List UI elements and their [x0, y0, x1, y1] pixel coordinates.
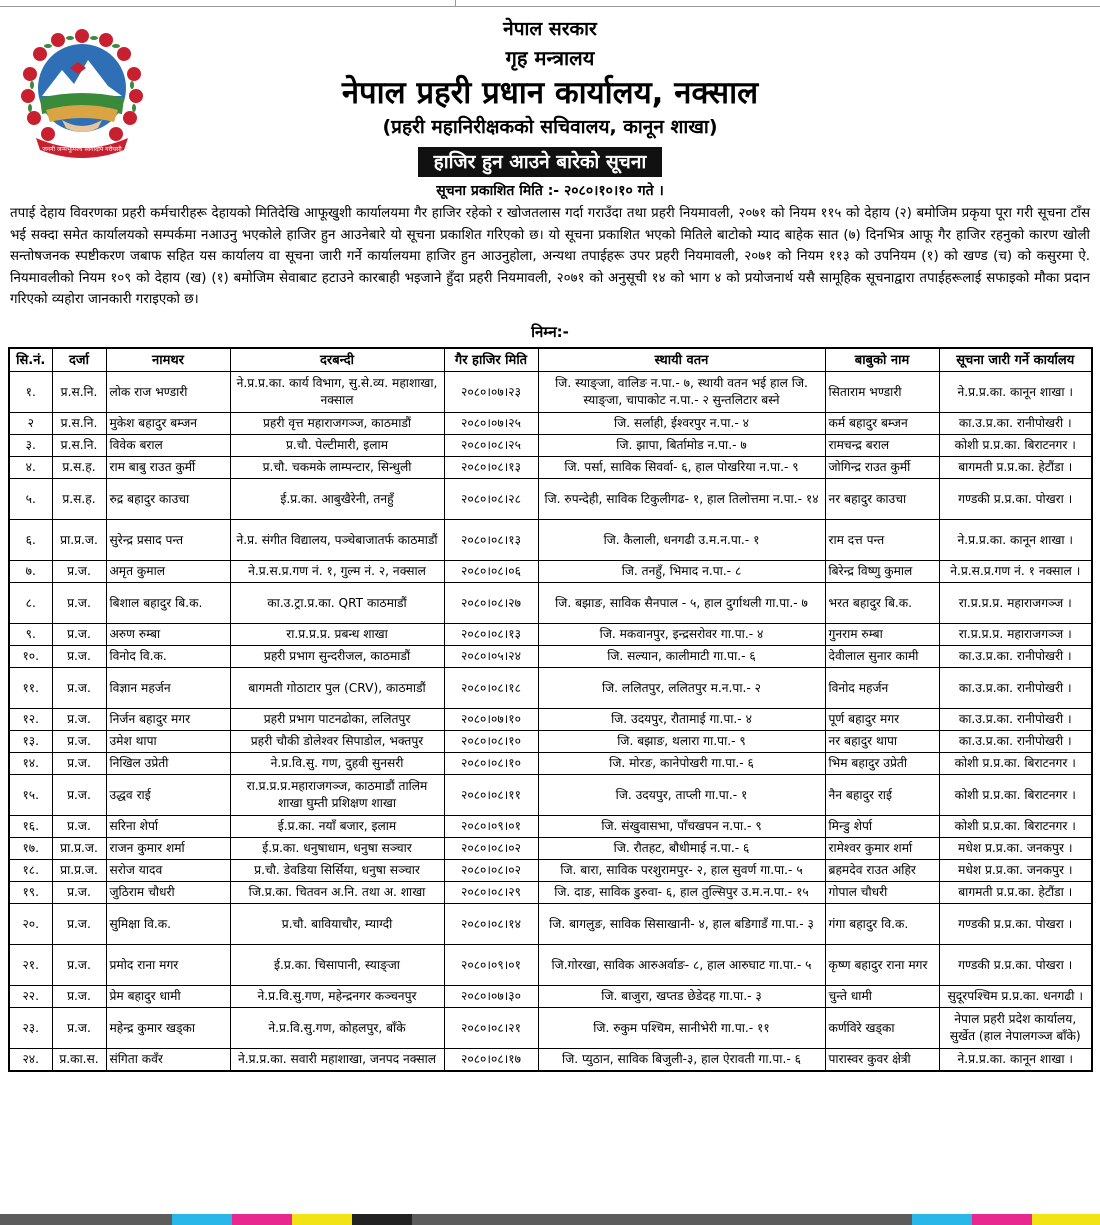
col-rank-cell: प्र.ज.: [52, 986, 106, 1008]
col-absent-date-cell: २०८०।०८।०२: [444, 860, 538, 882]
col-rank-cell: प्र.स.नि.: [52, 372, 106, 413]
col-address-cell: जि. स्याङ्जा, वालिङ न.पा.- ७, स्थायी वतन भई हाल जि. स्याङ्जा, चापाकोट न.पा.- २ सुन्तलिटार बस्ने: [538, 372, 825, 413]
col-post-header: दरबन्दी: [230, 348, 444, 372]
col-serial-cell: १४.: [9, 753, 52, 775]
col-rank-header: दर्जा: [52, 348, 106, 372]
table-row: [9, 1049, 1092, 1071]
table-row: [9, 860, 1092, 882]
col-issuing-office-cell: मधेश प्र.प्र.का. जनकपुर ।: [939, 860, 1092, 882]
print-color-bar: [0, 1214, 1100, 1225]
col-issuing-office-header: सूचना जारी गर्ने कार्यालय: [939, 348, 1092, 372]
col-address-cell: जि. उदयपुर, रौतामाई गा.पा.- ४: [538, 709, 825, 731]
table-row: [9, 731, 1092, 753]
col-address-cell: जि. बाजुरा, खप्तड छेडेदह गा.पा.- ३: [538, 986, 825, 1008]
table-row: [9, 457, 1092, 479]
col-father-name-cell: नर बहादुर थापा: [825, 731, 939, 753]
table-body: [9, 372, 1092, 1071]
col-father-name-cell: भरत बहादुर बि.क.: [825, 583, 939, 624]
col-issuing-office-cell: गण्डकी प्र.प्र.का. पोखरा ।: [939, 945, 1092, 986]
table-header-row: [9, 348, 1092, 372]
col-absent-date-cell: २०८०।०८।०६: [444, 561, 538, 583]
col-name-cell: प्रेम बहादुर धामी: [106, 986, 230, 1008]
col-post-cell: ने.प्र.प्र.का. कार्य विभाग, सु.से.व्य. महाशाखा, नक्साल: [230, 372, 444, 413]
col-issuing-office-cell: कोशी प्र.प्र.का. बिराटनगर ।: [939, 775, 1092, 816]
col-father-name-cell: कृष्ण बहादुर राना मगर: [825, 945, 939, 986]
col-rank-cell: प्र.ज.: [52, 561, 106, 583]
col-father-name-cell: बिरेन्द्र विष्णु कुमाल: [825, 561, 939, 583]
col-issuing-office-cell: कोशी प्र.प्र.का. बिराटनगर ।: [939, 435, 1092, 457]
table-row: [9, 668, 1092, 709]
table-row: [9, 624, 1092, 646]
col-name-cell: राजन कुमार शर्मा: [106, 838, 230, 860]
col-address-cell: जि. झापा, बिर्तामोड न.पा.- ७: [538, 435, 825, 457]
col-address-cell: जि. मकवानपुर, इन्द्रसरोवर गा.पा.- ४: [538, 624, 825, 646]
col-serial-cell: १९.: [9, 882, 52, 904]
col-rank-cell: प्र.स.नि.: [52, 413, 106, 435]
col-address-cell: जि. मोरङ, कानेपोखरी गा.पा.- ६: [538, 753, 825, 775]
col-address-cell: जि. कैलाली, धनगढी उ.म.न.पा.- १: [538, 520, 825, 561]
col-rank-cell: प्र.ज.: [52, 816, 106, 838]
col-absent-date-cell: २०८०।०८।१८: [444, 668, 538, 709]
col-father-name-cell: चुन्ते धामी: [825, 986, 939, 1008]
col-name-cell: विनोद वि.क.: [106, 646, 230, 668]
col-name-cell: संगिता कवँर: [106, 1049, 230, 1071]
government-name: नेपाल सरकार: [503, 18, 597, 40]
col-name-cell: निर्जन बहादुर मगर: [106, 709, 230, 731]
col-post-cell: ने.प्र.वि.सु. गण, दुहवी सुनसरी: [230, 753, 444, 775]
col-issuing-office-cell: ने.प्र.प्र.का. कानून शाखा ।: [939, 1049, 1092, 1071]
col-absent-date-cell: २०८०।०८।२७: [444, 583, 538, 624]
col-name-cell: अरुण रुम्बा: [106, 624, 230, 646]
col-issuing-office-cell: नेपाल प्रहरी प्रदेश कार्यालय, सुर्खेत (हाल नेपालगञ्ज बाँके): [939, 1008, 1092, 1049]
col-father-name-cell: पूर्ण बहादुर मगर: [825, 709, 939, 731]
col-name-cell: प्रमोद राना मगर: [106, 945, 230, 986]
col-post-cell: प्रहरी वृत्त महाराजगञ्ज, काठमाडौं: [230, 413, 444, 435]
col-father-name-cell: गंगा बहादुर वि.क.: [825, 904, 939, 945]
col-address-cell: जि. बझाङ, थलारा गा.पा.- ९: [538, 731, 825, 753]
col-name-header: नामथर: [106, 348, 230, 372]
table-row: [9, 583, 1092, 624]
table-row: [9, 520, 1092, 561]
col-post-cell: ई.प्र.का. धनुषाधाम, धनुषा सञ्चार: [230, 838, 444, 860]
col-name-cell: निखिल उप्रेती: [106, 753, 230, 775]
col-name-cell: विवेक बराल: [106, 435, 230, 457]
table-row: [9, 986, 1092, 1008]
col-absent-date-cell: २०८०।०९।०१: [444, 945, 538, 986]
col-address-cell: जि. प्युठान, साविक बिजुली-३, हाल ऐरावती गा.पा.- ६: [538, 1049, 825, 1071]
table-row: [9, 646, 1092, 668]
col-name-cell: रुद्र बहादुर काउचा: [106, 479, 230, 520]
col-issuing-office-cell: सुदूरपश्चिम प्र.प्र.का. धनगढी ।: [939, 986, 1092, 1008]
col-address-cell: जि. ललितपुर, ललितपुर म.न.पा.- २: [538, 668, 825, 709]
col-absent-date-cell: २०८०।०८।१३: [444, 624, 538, 646]
col-serial-cell: १६.: [9, 816, 52, 838]
col-serial-cell: २४.: [9, 1049, 52, 1071]
col-father-name-cell: मिन्डु शेर्पा: [825, 816, 939, 838]
col-name-cell: सरिना शेर्पा: [106, 816, 230, 838]
col-absent-date-cell: २०८०।०८।१०: [444, 731, 538, 753]
col-post-cell: ने.प्र.वि.सु.गण, महेन्द्रनगर कञ्चनपुर: [230, 986, 444, 1008]
table-row: [9, 561, 1092, 583]
col-father-name-cell: कर्णविरे खड्का: [825, 1008, 939, 1049]
col-absent-date-cell: २०८०।०७।१०: [444, 709, 538, 731]
col-rank-cell: प्र.ज.: [52, 668, 106, 709]
col-post-cell: ई.प्र.का. चिसापानी, स्याङ्जा: [230, 945, 444, 986]
col-name-cell: महेन्द्र कुमार खड्का: [106, 1008, 230, 1049]
col-absent-date-cell: २०८०।०८।१७: [444, 1049, 538, 1071]
office-name: नेपाल प्रहरी प्रधान कार्यालय, नक्साल: [341, 75, 759, 111]
table-row: [9, 753, 1092, 775]
ministry-name: गृह मन्त्रालय: [505, 46, 595, 70]
col-rank-cell: प्र.ज.: [52, 753, 106, 775]
col-rank-cell: प्रा.प्र.ज.: [52, 838, 106, 860]
col-absent-date-cell: २०८०।०८।१३: [444, 457, 538, 479]
col-father-name-cell: भिम बहादुर उप्रेती: [825, 753, 939, 775]
top-rule: [0, 0, 1100, 7]
col-rank-cell: प्र.स.ह.: [52, 457, 106, 479]
table-row: [9, 775, 1092, 816]
col-rank-cell: प्र.स.नि.: [52, 435, 106, 457]
col-issuing-office-cell: गण्डकी प्र.प्र.का. पोखरा ।: [939, 479, 1092, 520]
col-rank-cell: प्र.का.स.: [52, 1049, 106, 1071]
col-post-cell: बागमती गोठाटार पुल (CRV), काठमाडौं: [230, 668, 444, 709]
col-issuing-office-cell: रा.प्र.प्र.प्र. महाराजगञ्ज ।: [939, 624, 1092, 646]
col-father-name-cell: नर बहादुर काउचा: [825, 479, 939, 520]
col-serial-cell: २३.: [9, 1008, 52, 1049]
col-issuing-office-cell: ने.प्र.स.प्र.गण नं. १ नक्साल ।: [939, 561, 1092, 583]
col-issuing-office-cell: का.उ.प्र.का. रानीपोखरी ।: [939, 413, 1092, 435]
col-serial-cell: २१.: [9, 945, 52, 986]
col-rank-cell: प्र.ज.: [52, 882, 106, 904]
col-serial-cell: ४.: [9, 457, 52, 479]
col-issuing-office-cell: कोशी प्र.प्र.का. बिराटनगर ।: [939, 816, 1092, 838]
col-name-cell: सुमिक्षा वि.क.: [106, 904, 230, 945]
col-serial-cell: २०.: [9, 904, 52, 945]
table-row: [9, 816, 1092, 838]
col-absent-date-cell: २०८०।०९।०१: [444, 816, 538, 838]
list-title: निम्न:-: [531, 323, 569, 341]
col-address-cell: जि. बागलुङ, साविक सिसाखानी- ४, हाल बडिगाडँ गा.पा.- ३: [538, 904, 825, 945]
col-serial-cell: १७.: [9, 838, 52, 860]
col-post-cell: प्रहरी चौकी डोलेश्वर सिपाडोल, भक्तपुर: [230, 731, 444, 753]
col-serial-cell: ५.: [9, 479, 52, 520]
col-father-name-cell: विनोद महर्जन: [825, 668, 939, 709]
col-address-cell: जि. उदयपुर, ताप्ली गा.पा.- १: [538, 775, 825, 816]
col-absent-date-header: गैर हाजिर मिति: [444, 348, 538, 372]
col-father-name-cell: रामेश्वर कुमार शर्मा: [825, 838, 939, 860]
col-serial-cell: ८.: [9, 583, 52, 624]
col-father-name-cell: रामचन्द्र बराल: [825, 435, 939, 457]
col-serial-cell: १०.: [9, 646, 52, 668]
col-post-cell: जि.प्र.का. चितवन अ.नि. तथा अ. शाखा: [230, 882, 444, 904]
col-post-cell: ने.प्र.वि.सु.गण, कोहलपुर, बाँके: [230, 1008, 444, 1049]
col-name-cell: उद्धव राई: [106, 775, 230, 816]
col-absent-date-cell: २०८०।०७।२५: [444, 413, 538, 435]
col-issuing-office-cell: बागमती प्र.प्र.का. हेटौंडा ।: [939, 457, 1092, 479]
col-absent-date-cell: २०८०।०८।२९: [444, 882, 538, 904]
col-address-cell: जि. रौतहट, बौधीमाई न.पा.- ६: [538, 838, 825, 860]
col-post-cell: प्र.चौ. डेवडिया सिर्सिया, धनुषा सञ्चार: [230, 860, 444, 882]
col-rank-cell: प्र.ज.: [52, 583, 106, 624]
col-issuing-office-cell: बागमती प्र.प्र.का. हेटौंडा ।: [939, 882, 1092, 904]
col-rank-cell: प्र.ज.: [52, 646, 106, 668]
col-serial-header: सि.नं.: [9, 348, 52, 372]
col-issuing-office-cell: का.उ.प्र.का. रानीपोखरी ।: [939, 646, 1092, 668]
table-row: [9, 904, 1092, 945]
col-address-cell: जि.गोरखा, साविक आरुअर्वाङ- ८, हाल आरुघाट गा.पा.- ५: [538, 945, 825, 986]
col-absent-date-cell: २०८०।०७।२३: [444, 372, 538, 413]
col-father-name-cell: ब्रहमदेव राउत अहिर: [825, 860, 939, 882]
col-issuing-office-cell: का.उ.प्र.का. रानीपोखरी ।: [939, 709, 1092, 731]
col-absent-date-cell: २०८०।०७।३०: [444, 986, 538, 1008]
col-issuing-office-cell: का.उ.प्र.का. रानीपोखरी ।: [939, 731, 1092, 753]
col-rank-cell: प्र.स.ह.: [52, 479, 106, 520]
table-row: [9, 838, 1092, 860]
col-post-cell: प्रहरी प्रभाग सुन्दरीजल, काठमाडौं: [230, 646, 444, 668]
col-serial-cell: १.: [9, 372, 52, 413]
col-issuing-office-cell: गण्डकी प्र.प्र.का. पोखरा ।: [939, 904, 1092, 945]
col-name-cell: बिशाल बहादुर बि.क.: [106, 583, 230, 624]
publish-date: सूचना प्रकाशित मिति :- २०८०।१०।१० गते ।: [436, 183, 664, 199]
col-rank-cell: प्र.ज.: [52, 945, 106, 986]
col-post-cell: रा.प्र.प्र.प्र.महाराजगञ्ज, काठमाडौं तालिम शाखा घुम्ती प्रशिक्षण शाखा: [230, 775, 444, 816]
col-absent-date-cell: २०८०।०८।०२: [444, 838, 538, 860]
col-father-name-cell: सिताराम भण्डारी: [825, 372, 939, 413]
col-name-cell: सुरेन्द्र प्रसाद पन्त: [106, 520, 230, 561]
col-rank-cell: प्र.ज.: [52, 709, 106, 731]
notice-body-text: तपाई देहाय विवरणका प्रहरी कर्मचारीहरू देहायको मितिदेखि आफूखुशी कार्यालयमा गैर हाजिर रहेको र खोजतलास गर्दा गराउँदा तथा प्रहरी नियमावली, २०७१ को नियम ११५ को देहाय (२) बमोजिम प्रकृया पूरा गरी सूचना टाँस भई सक्दा समेत कार्यालयको सम्पर्कमा नआउनु भएकोले हाजिर हुन आउनेबारे यो सूचना प्रकाशित गरिएको छ। यो सूचना प्रकाशित भएको मितिले बाटोको म्याद बाहेक सात (७) दिनभित्र आफू गैर हाजिर रहनुको कारण खोली सन्तोषजनक स्पष्टीकरण जबाफ सहित यस कार्यालय वा सूचना जारी गर्ने कार्यालयमा हाजिर हुन आउनुहोला, अन्यथा तपाईहरू उपर प्रहरी नियमावली, २०७१ को नियम ११३ को उपनियम (१) को खण्ड (च) को कसुरमा ऐ. नियमावलीको नियम १०९ को देहाय (ख) (१) बमोजिम सेवाबाट हटाउने कारबाही भइजाने हुँदा प्रहरी नियमावली, २०७१ को अनुसूची १४ को भाग ४ को प्रयोजनार्थ यसै सामूहिक सूचनाद्वारा तपाईहरूलाई सफाइको मौका प्रदान गरिएको व्यहोरा जानकारी गराइएको छ।: [10, 206, 1090, 308]
col-serial-cell: १३.: [9, 731, 52, 753]
col-absent-date-cell: २०८०।०८।१३: [444, 520, 538, 561]
col-post-cell: का.उ.ट्रा.प्र.का. QRT काठमाडौं: [230, 583, 444, 624]
col-father-name-cell: नैन बहादुर राई: [825, 775, 939, 816]
col-address-cell: जि. रुपन्देही, साविक टिकुलीगढ- १, हाल तिलोत्तमा न.पा.- १४: [538, 479, 825, 520]
col-serial-cell: २२.: [9, 986, 52, 1008]
col-address-cell: जि. सर्लाही, ईश्वरपुर न.पा.- ४: [538, 413, 825, 435]
col-rank-cell: प्र.ज.: [52, 1008, 106, 1049]
col-absent-date-cell: २०८०।०८।२८: [444, 479, 538, 520]
col-address-cell: जि. बझाङ, साविक सैनपाल - ५, हाल दुर्गाथली गा.पा.- ७: [538, 583, 825, 624]
absentee-table: [8, 347, 1093, 1072]
col-post-cell: ने.प्र.प्र.का. सवारी महाशाखा, जनपद नक्साल: [230, 1049, 444, 1071]
col-rank-cell: प्र.ज.: [52, 624, 106, 646]
col-serial-cell: ७.: [9, 561, 52, 583]
col-issuing-office-cell: का.उ.प्र.का. रानीपोखरी ।: [939, 668, 1092, 709]
col-serial-cell: ११.: [9, 668, 52, 709]
col-father-name-cell: पारास्वर कुवर क्षेत्री: [825, 1049, 939, 1071]
col-absent-date-cell: २०८०।०५।२४: [444, 646, 538, 668]
col-address-cell: जि. बारा, साविक परशुरामपुर- २, हाल सुवर्ण गा.पा.- ५: [538, 860, 825, 882]
col-rank-cell: प्र.ज.: [52, 775, 106, 816]
col-issuing-office-cell: रा.प्र.प्र.प्र. महाराजगञ्ज ।: [939, 583, 1092, 624]
notice-title-banner: हाजिर हुन आउने बारेको सूचना: [418, 147, 662, 177]
table-row: [9, 709, 1092, 731]
col-address-cell: जि. रुकुम पश्चिम, सानीभेरी गा.पा.- ११: [538, 1008, 825, 1049]
col-name-cell: जुठिराम चौधरी: [106, 882, 230, 904]
col-father-name-cell: देवीलाल सुनार कामी: [825, 646, 939, 668]
col-father-name-cell: राम दत्त पन्त: [825, 520, 939, 561]
col-serial-cell: ३.: [9, 435, 52, 457]
col-serial-cell: ६.: [9, 520, 52, 561]
col-issuing-office-cell: कोशी प्र.प्र.का. बिराटनगर ।: [939, 753, 1092, 775]
col-name-cell: सरोज यादव: [106, 860, 230, 882]
col-post-cell: प्र.चौ. पेल्टीमारी, इलाम: [230, 435, 444, 457]
col-address-cell: जि. तनहुँ, भिमाद न.पा.- ८: [538, 561, 825, 583]
svg-text:जननी जन्मभूमिश्च स्वर्गादपि गर: जननी जन्मभूमिश्च स्वर्गादपि गरीयसी: [42, 146, 122, 153]
col-serial-cell: १२.: [9, 709, 52, 731]
col-absent-date-cell: २०८०।०८।२१: [444, 1008, 538, 1049]
col-rank-cell: प्र.ज.: [52, 731, 106, 753]
table-row: [9, 435, 1092, 457]
col-father-name-cell: कर्म बहादुर बम्जन: [825, 413, 939, 435]
col-post-cell: ई.प्र.का. आबुखैरेनी, तनहुँ: [230, 479, 444, 520]
section-name: (प्रहरी महानिरीक्षकको सचिवालय, कानून शाखा): [382, 116, 718, 138]
col-rank-cell: प्रा.प्र.ज.: [52, 520, 106, 561]
table-row: [9, 413, 1092, 435]
col-absent-date-cell: २०८०।०८।१४: [444, 904, 538, 945]
col-post-cell: रा.प्र.प्र.प्र. प्रबन्ध शाखा: [230, 624, 444, 646]
col-address-header: स्थायी वतन: [538, 348, 825, 372]
col-father-name-cell: गोपाल चौधरी: [825, 882, 939, 904]
col-rank-cell: प्र.ज.: [52, 904, 106, 945]
col-name-cell: राम बाबु राउत कुर्मी: [106, 457, 230, 479]
col-name-cell: विज्ञान महर्जन: [106, 668, 230, 709]
col-name-cell: मुकेश बहादुर बम्जन: [106, 413, 230, 435]
col-post-cell: प्र.चौ. चकमके लाम्पन्टार, सिन्धुली: [230, 457, 444, 479]
table-row: [9, 479, 1092, 520]
col-address-cell: जि. सल्यान, कालीमाटी गा.पा.- ६: [538, 646, 825, 668]
col-father-name-cell: गुनराम रुम्बा: [825, 624, 939, 646]
col-issuing-office-cell: मधेश प्र.प्र.का. जनकपुर ।: [939, 838, 1092, 860]
table-row: [9, 945, 1092, 986]
col-serial-cell: ९.: [9, 624, 52, 646]
col-issuing-office-cell: ने.प्र.प्र.का. कानून शाखा ।: [939, 520, 1092, 561]
col-rank-cell: प्रा.प्र.ज.: [52, 860, 106, 882]
table-row: [9, 882, 1092, 904]
col-father-name-cell: जोगिन्द्र राउत कुर्मी: [825, 457, 939, 479]
col-name-cell: अमृत कुमाल: [106, 561, 230, 583]
col-absent-date-cell: २०८०।०८।१०: [444, 753, 538, 775]
col-post-cell: प्र.चौ. बावियाचौर, म्याग्दी: [230, 904, 444, 945]
col-address-cell: जि. दाङ, साविक डुरुवा- ६, हाल तुल्सिपुर उ.म.न.पा.- १५: [538, 882, 825, 904]
col-absent-date-cell: २०८०।०८।२५: [444, 435, 538, 457]
col-name-cell: लोक राज भण्डारी: [106, 372, 230, 413]
col-address-cell: जि. संखुवासभा, पाँचखपन न.पा.- ९: [538, 816, 825, 838]
table-row: [9, 372, 1092, 413]
col-serial-cell: १८.: [9, 860, 52, 882]
col-post-cell: ई.प्र.का. नयाँ बजार, इलाम: [230, 816, 444, 838]
col-post-cell: ने.प्र.स.प्र.गण नं. १, गुल्म नं. २, नक्साल: [230, 561, 444, 583]
col-issuing-office-cell: ने.प्र.प्र.का. कानून शाखा ।: [939, 372, 1092, 413]
col-absent-date-cell: २०८०।०८।११: [444, 775, 538, 816]
table-row: [9, 1008, 1092, 1049]
col-post-cell: ने.प्र. संगीत विद्यालय, पञ्चेबाजातर्फ काठमाडौं: [230, 520, 444, 561]
col-serial-cell: २: [9, 413, 52, 435]
col-father-name-header: बाबुको नाम: [825, 348, 939, 372]
col-serial-cell: १५.: [9, 775, 52, 816]
col-post-cell: प्रहरी प्रभाग पाटनढोका, ललितपुर: [230, 709, 444, 731]
col-address-cell: जि. पर्सा, साविक सिवर्वा- ६, हाल पोखरिया न.पा.- ९: [538, 457, 825, 479]
col-name-cell: उमेश थापा: [106, 731, 230, 753]
